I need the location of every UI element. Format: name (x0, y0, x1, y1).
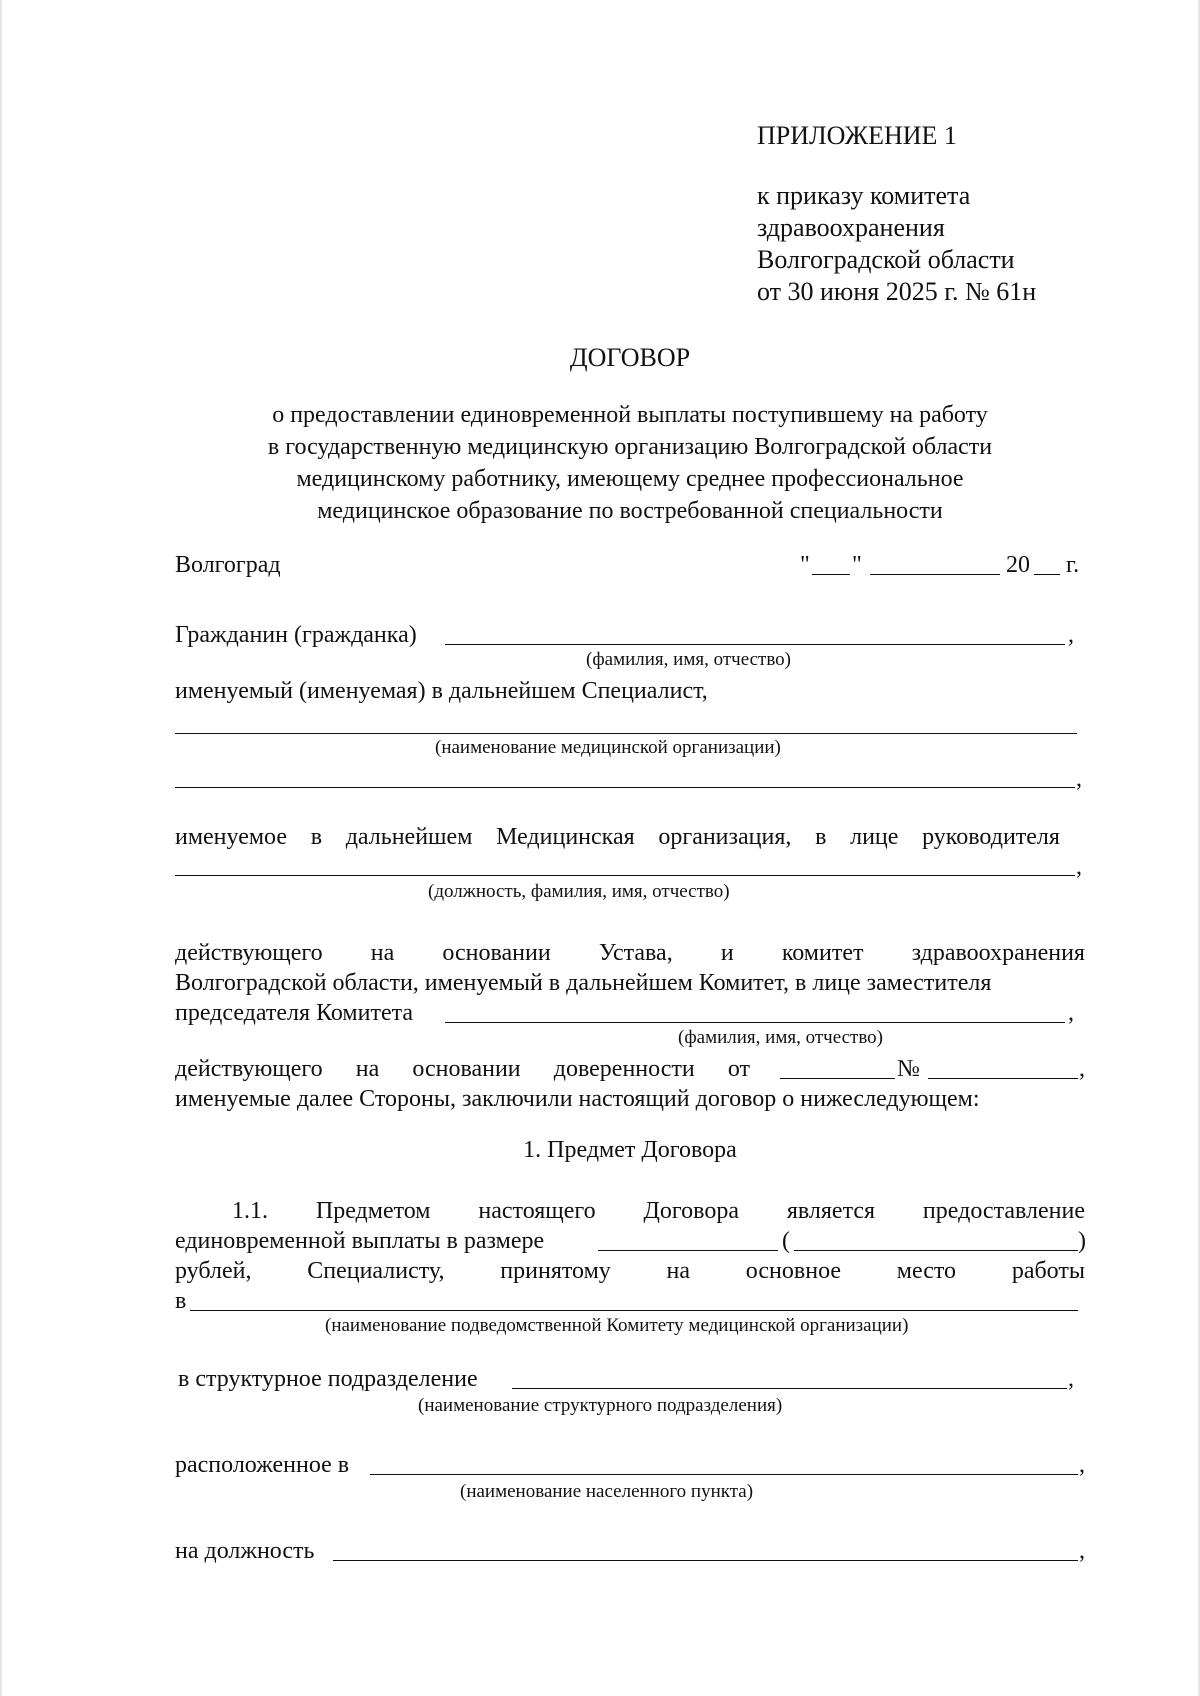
rubles-word-2: Специалисту, (307, 1258, 445, 1284)
specialist-line: именуемый (именуемая) в дальнейшем Специалист, (175, 678, 708, 704)
med-org-comma: , (1076, 766, 1082, 792)
located-label: расположенное в (175, 1452, 350, 1478)
med-org-word-6: в (815, 824, 827, 850)
med-org-word-8: руководителя (922, 824, 1060, 850)
proxy-word-3: основании (412, 1056, 521, 1082)
date-quote-close: " (852, 552, 862, 578)
header-line-4: от 30 июня 2025 г. № 61н (757, 277, 1037, 306)
in-letter: в (175, 1288, 187, 1314)
appendix-title: ПРИЛОЖЕНИЕ 1 (757, 121, 957, 150)
contract-title: ДОГОВОР (569, 343, 691, 372)
deputy-comma: , (1068, 1000, 1074, 1026)
position-comma: , (1079, 1538, 1085, 1564)
acting-word-2: на (370, 940, 395, 966)
deputy-hint: (фамилия, имя, отчество) (678, 1027, 884, 1048)
rubles-word-5: основное (745, 1258, 842, 1284)
med-org-line (175, 822, 1060, 852)
division-hint: (наименование структурного подразделения) (418, 1395, 783, 1416)
rubles-word-1: рублей, (175, 1258, 252, 1284)
sub-org-field[interactable] (190, 1310, 1078, 1311)
citizen-comma: , (1068, 622, 1074, 648)
acting-word-4: Устава, (598, 940, 673, 966)
acting-line (175, 938, 1085, 968)
division-comma: , (1068, 1366, 1074, 1392)
locality-field[interactable] (370, 1474, 1078, 1475)
acting-word-7: здравоохранения (911, 940, 1085, 966)
proxy-word-2: на (355, 1056, 380, 1082)
payment-amount-field[interactable] (598, 1250, 778, 1251)
rubles-word-6: место (896, 1258, 957, 1284)
position-label: на должность (175, 1538, 315, 1564)
parties-line: именуемые далее Стороны, заключили настоящий договор о нижеследующем: (175, 1086, 980, 1112)
med-org-word-7: лице (850, 824, 899, 850)
deputy-name-field[interactable] (445, 1022, 1065, 1023)
med-org-hint: (наименование медицинской организации) (435, 737, 781, 758)
date-year-prefix: 20 (1006, 552, 1030, 578)
date-day-blank (812, 574, 850, 575)
acting-word-1: действующего (175, 940, 323, 966)
payment-label: единовременной выплаты в размере (175, 1228, 545, 1254)
med-org-word-4: Медицинская (496, 824, 635, 850)
acting-word-5: и (720, 940, 734, 966)
med-org-name-field-2[interactable] (175, 787, 1075, 788)
subtitle-line-4: медицинское образование по востребованной специальности (317, 498, 943, 524)
division-label: в структурное подразделение (178, 1366, 478, 1392)
med-org-word-3: дальнейшем (345, 824, 473, 850)
header-line-2: здравоохранения (757, 213, 945, 242)
proxy-number-sign: № (897, 1056, 920, 1082)
rubles-word-4: на (666, 1258, 691, 1284)
payment-paren-open: ( (782, 1228, 790, 1254)
proxy-word-5: от (727, 1056, 750, 1082)
p11-word-5: является (786, 1198, 876, 1224)
header-line-1: к приказу комитета (757, 181, 971, 210)
header-line-3: Волгоградской области (757, 245, 1015, 274)
acting-word-3: основании (442, 940, 551, 966)
subtitle-line-3: медицинскому работнику, имеющему среднее профессиональное (296, 466, 964, 492)
subtitle-line-2: в государственную медицинскую организацию Волгоградской области (267, 434, 993, 460)
acting-word-6: комитет (781, 940, 864, 966)
p11-line (232, 1196, 1085, 1226)
payment-paren-close: ) (1078, 1228, 1086, 1254)
p11-word-1: 1.1. (232, 1198, 268, 1224)
p11-word-4: Договора (643, 1198, 739, 1224)
head-name-field[interactable] (175, 875, 1075, 876)
med-org-word-1: именуемое (175, 824, 287, 850)
city: Волгоград (175, 552, 281, 578)
date-year-suffix: г. (1066, 552, 1080, 578)
head-comma: , (1076, 854, 1082, 880)
subtitle-line-1: о предоставлении единовременной выплаты поступившему на работу (272, 402, 988, 428)
rubles-line (175, 1256, 1085, 1286)
division-field[interactable] (512, 1388, 1067, 1389)
proxy-date-field[interactable] (780, 1078, 895, 1079)
proxy-comma: , (1079, 1056, 1085, 1082)
payment-amount-words-field[interactable] (794, 1250, 1078, 1251)
med-org-name-field[interactable] (175, 733, 1077, 734)
proxy-number-field[interactable] (928, 1078, 1078, 1079)
citizen-label: Гражданин (гражданка) (175, 622, 417, 648)
committee-line: Волгоградской области, именуемый в дальнейшем Комитет, в лице заместителя (175, 970, 992, 996)
citizen-fio-hint: (фамилия, имя, отчество) (586, 649, 792, 670)
rubles-word-3: принятому (500, 1258, 611, 1284)
med-org-word-2: в (310, 824, 323, 850)
rubles-word-7: работы (1011, 1258, 1085, 1284)
section-1-title: 1. Предмет Договора (523, 1137, 737, 1163)
sub-org-hint: (наименование подведомственной Комитету медицинской организации) (325, 1315, 909, 1336)
deputy-label: председателя Комитета (175, 1000, 414, 1026)
page-edge-left (0, 0, 2, 1696)
proxy-line (175, 1054, 750, 1084)
proxy-word-1: действующего (175, 1056, 323, 1082)
med-org-word-5: организация, (658, 824, 792, 850)
head-hint: (должность, фамилия, имя, отчество) (428, 881, 730, 902)
proxy-word-4: доверенности (553, 1056, 695, 1082)
position-field[interactable] (333, 1560, 1078, 1561)
locality-comma: , (1079, 1452, 1085, 1478)
p11-word-6: предоставление (922, 1198, 1085, 1224)
date-month-blank (870, 574, 1000, 575)
citizen-name-field[interactable] (445, 644, 1065, 645)
date-year-blank (1034, 574, 1060, 575)
p11-word-2: Предметом (315, 1198, 431, 1224)
date-quote-open: " (800, 552, 810, 578)
locality-hint: (наименование населенного пункта) (460, 1481, 754, 1502)
p11-word-3: настоящего (478, 1198, 596, 1224)
